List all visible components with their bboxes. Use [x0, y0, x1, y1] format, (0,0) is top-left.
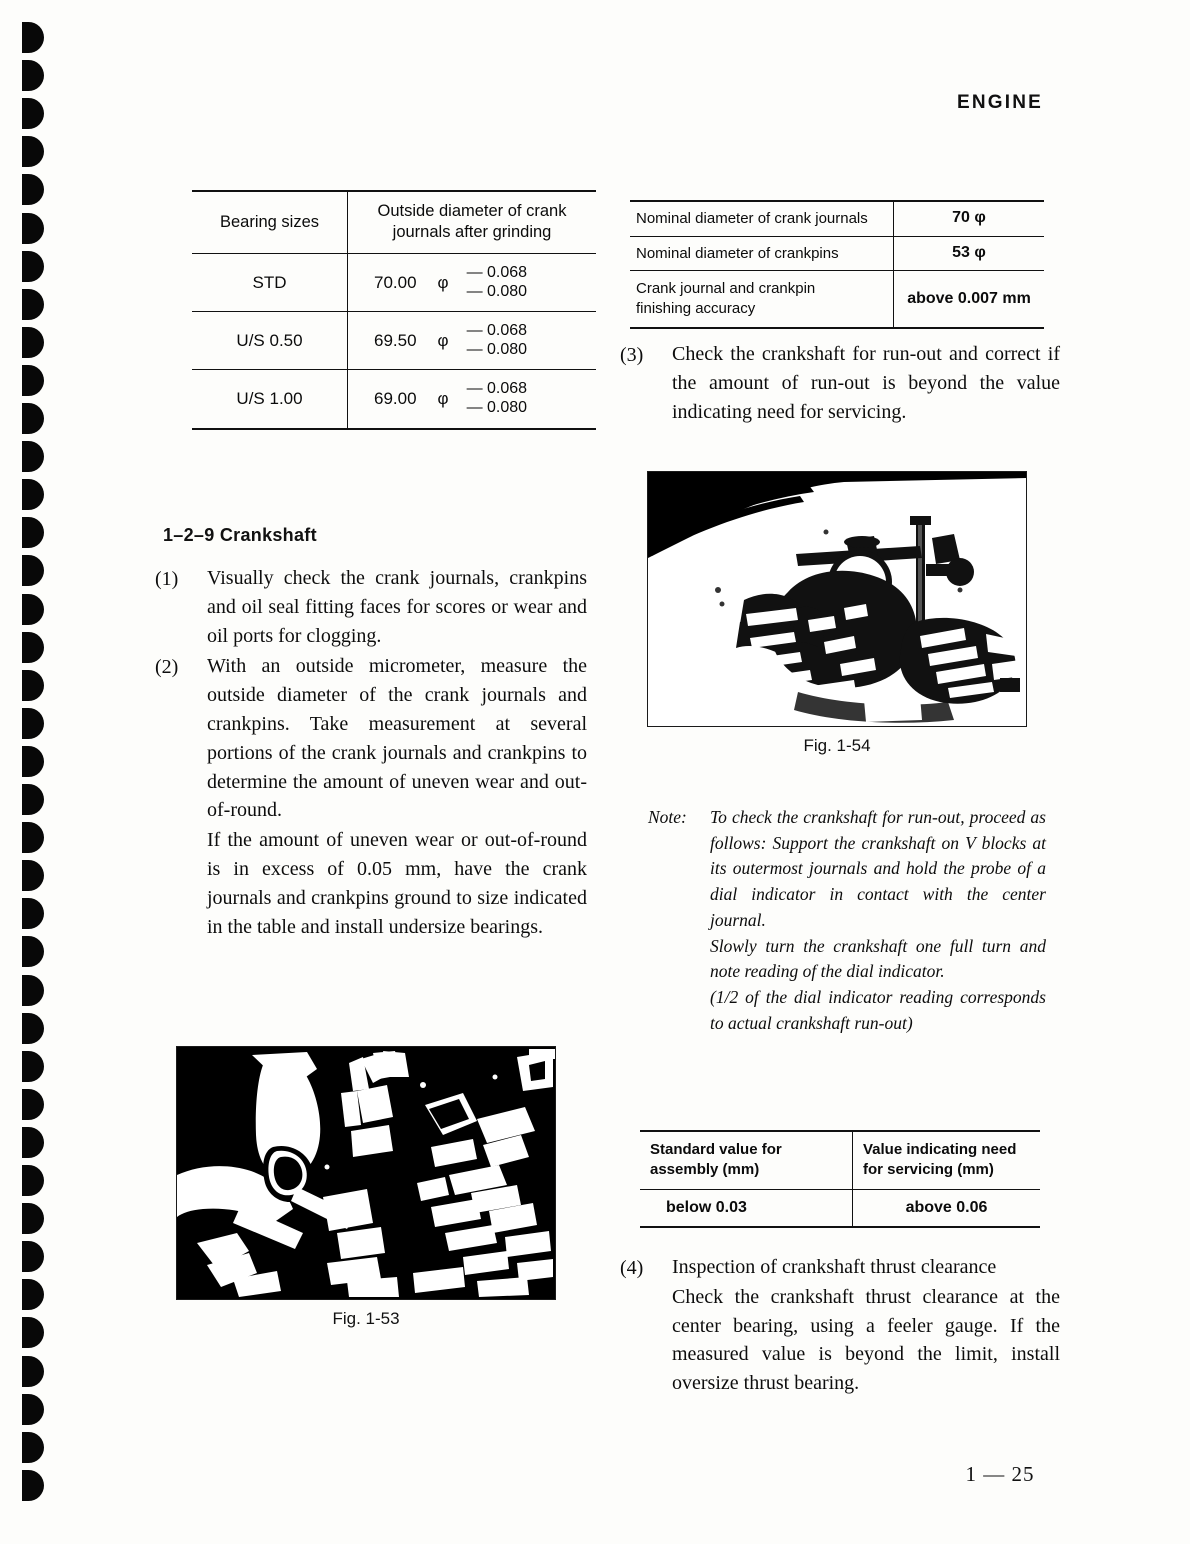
- note-paragraph: To check the crankshaft for run-out, proceed as follows: Support the crankshaft on V blocks at its outermost journals and hold the probe of a dial indicator in contact with the center journal.: [710, 807, 1046, 930]
- item-paragraph: If the amount of uneven wear or out-of-round is in excess of 0.05 mm, have the crank journals and crankpins ground to size indicated in the table and install undersize bearings.: [207, 829, 587, 938]
- cell-bearing-size: U/S 0.50: [192, 312, 348, 370]
- cell-nominal-journals-label: Nominal diameter of crank journals: [630, 201, 894, 236]
- binding-hole: [22, 60, 44, 91]
- header-line-1: Value indicating need: [863, 1141, 1017, 1158]
- binding-hole: [22, 365, 44, 396]
- cell-bearing-size: U/S 1.00: [192, 370, 348, 429]
- nominal-diameter-table: [630, 200, 1044, 329]
- figure-1-53-caption: Fig. 1-53: [332, 1309, 400, 1328]
- header-line-1: Outside diameter of crank: [377, 202, 567, 220]
- table-header-row: [640, 1131, 1040, 1189]
- cell-outside-diameter: [348, 312, 597, 370]
- cell-nominal-journals-value: 70 φ: [894, 201, 1045, 236]
- binding-hole: [22, 174, 44, 205]
- phi-symbol: φ: [437, 330, 449, 350]
- binding-hole: [22, 327, 44, 358]
- list-item-3: [620, 340, 1060, 426]
- item-marker: (3): [620, 344, 644, 366]
- bearing-sizes-table: [192, 190, 596, 430]
- header-outside-diameter: [348, 191, 597, 254]
- cell-bearing-size: STD: [192, 254, 348, 312]
- binding-hole: [22, 1241, 44, 1272]
- binding-hole: [22, 936, 44, 967]
- binding-hole: [22, 1279, 44, 1310]
- item-marker: (4): [620, 1257, 644, 1279]
- cell-finishing-accuracy-label: [630, 271, 894, 329]
- note-paragraph: (1/2 of the dial indicator reading corresponds to actual crankshaft run-out): [710, 987, 1046, 1033]
- figure-1-54: [647, 471, 1027, 756]
- label-line-1: Crank journal and crankpin: [636, 280, 816, 297]
- header-standard-value: [640, 1131, 853, 1189]
- tolerance-upper: — 0.068: [466, 322, 528, 340]
- phi-symbol: φ: [437, 388, 449, 408]
- cell-servicing-value: above 0.06: [853, 1189, 1041, 1227]
- binding-hole: [22, 1470, 44, 1501]
- binding-hole: [22, 975, 44, 1006]
- binding-hole: [22, 1432, 44, 1463]
- item-marker: (2): [155, 656, 179, 679]
- note-paragraph: Slowly turn the crankshaft one full turn and note reading of the dial indicator.: [710, 935, 1046, 982]
- tolerance-lower: — 0.080: [466, 398, 528, 416]
- cell-outside-diameter: [348, 254, 597, 312]
- table-row: [630, 236, 1044, 271]
- binding-hole: [22, 1127, 44, 1158]
- right-text-column-lower: [620, 1253, 1060, 1400]
- binding-hole: [22, 251, 44, 282]
- binding-hole: [22, 213, 44, 244]
- table-row: [192, 254, 596, 312]
- list-item-1: [155, 564, 587, 650]
- note-label: Note:: [648, 807, 687, 827]
- figure-1-53-image: [176, 1046, 556, 1300]
- binding-hole: [22, 1356, 44, 1387]
- figure-1-54-image: [647, 471, 1027, 727]
- section-heading: 1–2–9 Crankshaft: [163, 525, 317, 545]
- item-body: [207, 652, 587, 941]
- table-row: [630, 201, 1044, 236]
- header-line-2: assembly (mm): [650, 1160, 760, 1178]
- label-line-2: finishing accuracy: [636, 299, 756, 317]
- binding-hole: [22, 403, 44, 434]
- binding-hole: [22, 708, 44, 739]
- item-body: [207, 564, 587, 650]
- tolerance-lower: — 0.080: [466, 340, 528, 358]
- binding-hole: [22, 632, 44, 663]
- header-line-1: Standard value for: [650, 1141, 782, 1158]
- right-text-column: [620, 340, 1060, 428]
- tolerance-upper: — 0.068: [466, 264, 528, 282]
- page-running-head: ENGINE: [956, 92, 1044, 113]
- binding-hole: [22, 1013, 44, 1044]
- header-line-2: for servicing (mm): [863, 1160, 994, 1178]
- note-block: [648, 805, 1046, 1036]
- cell-nominal-crankpins-label: Nominal diameter of crankpins: [630, 236, 894, 271]
- figure-1-54-caption: Fig. 1-54: [803, 736, 871, 755]
- item-paragraph: With an outside micrometer, measure the outside diameter of the crank journals and crankpins. Take measurement at several portions of the crank journals and crankpins to determine the amount of uneven wear and out-of-round.: [207, 655, 587, 822]
- header-servicing-value: [853, 1131, 1041, 1189]
- binding-hole: [22, 98, 44, 129]
- binding-hole: [22, 22, 44, 53]
- item-paragraph: Check the crankshaft thrust clearance at the center bearing, using a feeler gauge. If the measured value is beyond the limit, install oversize thrust bearing.: [672, 1285, 1060, 1395]
- page-number: 1 — 25: [965, 1462, 1035, 1486]
- cell-finishing-accuracy-value: above 0.007 mm: [894, 271, 1045, 329]
- table-header-row: [192, 191, 596, 254]
- binding-hole: [22, 822, 44, 853]
- left-text-column: [155, 525, 587, 943]
- figure-1-53: [176, 1046, 556, 1329]
- binding-hole: [22, 670, 44, 701]
- phi-symbol: φ: [437, 272, 449, 292]
- table-row: [630, 271, 1044, 329]
- binding-hole: [22, 746, 44, 777]
- table-row: [192, 370, 596, 429]
- cell-outside-diameter: [348, 370, 597, 429]
- crankshaft-micrometer-photo: [177, 1047, 555, 1299]
- binding-hole: [22, 784, 44, 815]
- binding-hole: [22, 555, 44, 586]
- binding-hole: [22, 860, 44, 891]
- tolerance-upper: — 0.068: [466, 380, 528, 398]
- binding-hole: [22, 1165, 44, 1196]
- list-item-2: [155, 652, 587, 941]
- binding-hole: [22, 898, 44, 929]
- spiral-binding: [0, 0, 70, 1544]
- note-body: [710, 805, 1046, 1036]
- tolerance-pair: [467, 380, 527, 417]
- diameter-value: 70.00: [374, 272, 417, 292]
- list-item-4: [620, 1253, 1060, 1398]
- binding-hole: [22, 136, 44, 167]
- binding-hole: [22, 479, 44, 510]
- table-row: [640, 1189, 1040, 1227]
- binding-hole: [22, 1203, 44, 1234]
- item-paragraph: Visually check the crank journals, crankpins and oil seal fitting faces for scores or wear and oil ports for clogging.: [207, 567, 587, 647]
- binding-hole: [22, 1051, 44, 1082]
- item-body: [672, 1253, 1060, 1398]
- binding-hole: [22, 517, 44, 548]
- binding-hole: [22, 1089, 44, 1120]
- binding-hole: [22, 1394, 44, 1425]
- binding-hole: [22, 1317, 44, 1348]
- binding-hole: [22, 289, 44, 320]
- diameter-value: 69.50: [374, 330, 417, 350]
- cell-standard-value: below 0.03: [640, 1189, 853, 1227]
- binding-hole: [22, 594, 44, 625]
- header-line-2: journals after grinding: [392, 223, 552, 242]
- tolerance-lower: — 0.080: [466, 282, 528, 300]
- tolerance-pair: [467, 322, 527, 359]
- binding-hole: [22, 441, 44, 472]
- runout-values-table: [640, 1130, 1040, 1228]
- header-bearing-sizes: Bearing sizes: [192, 191, 348, 254]
- item-paragraph: Inspection of crankshaft thrust clearance: [672, 1256, 997, 1278]
- diameter-value: 69.00: [374, 388, 417, 408]
- item-body: [672, 340, 1060, 426]
- cell-nominal-crankpins-value: 53 φ: [894, 236, 1045, 271]
- tolerance-pair: [467, 264, 527, 301]
- item-marker: (1): [155, 568, 179, 590]
- crankshaft-v-block-dial-indicator-photo: [648, 472, 1026, 726]
- table-row: [192, 312, 596, 370]
- item-paragraph: Check the crankshaft for run-out and correct if the amount of run-out is beyond the value indicating need for servicing.: [672, 343, 1060, 423]
